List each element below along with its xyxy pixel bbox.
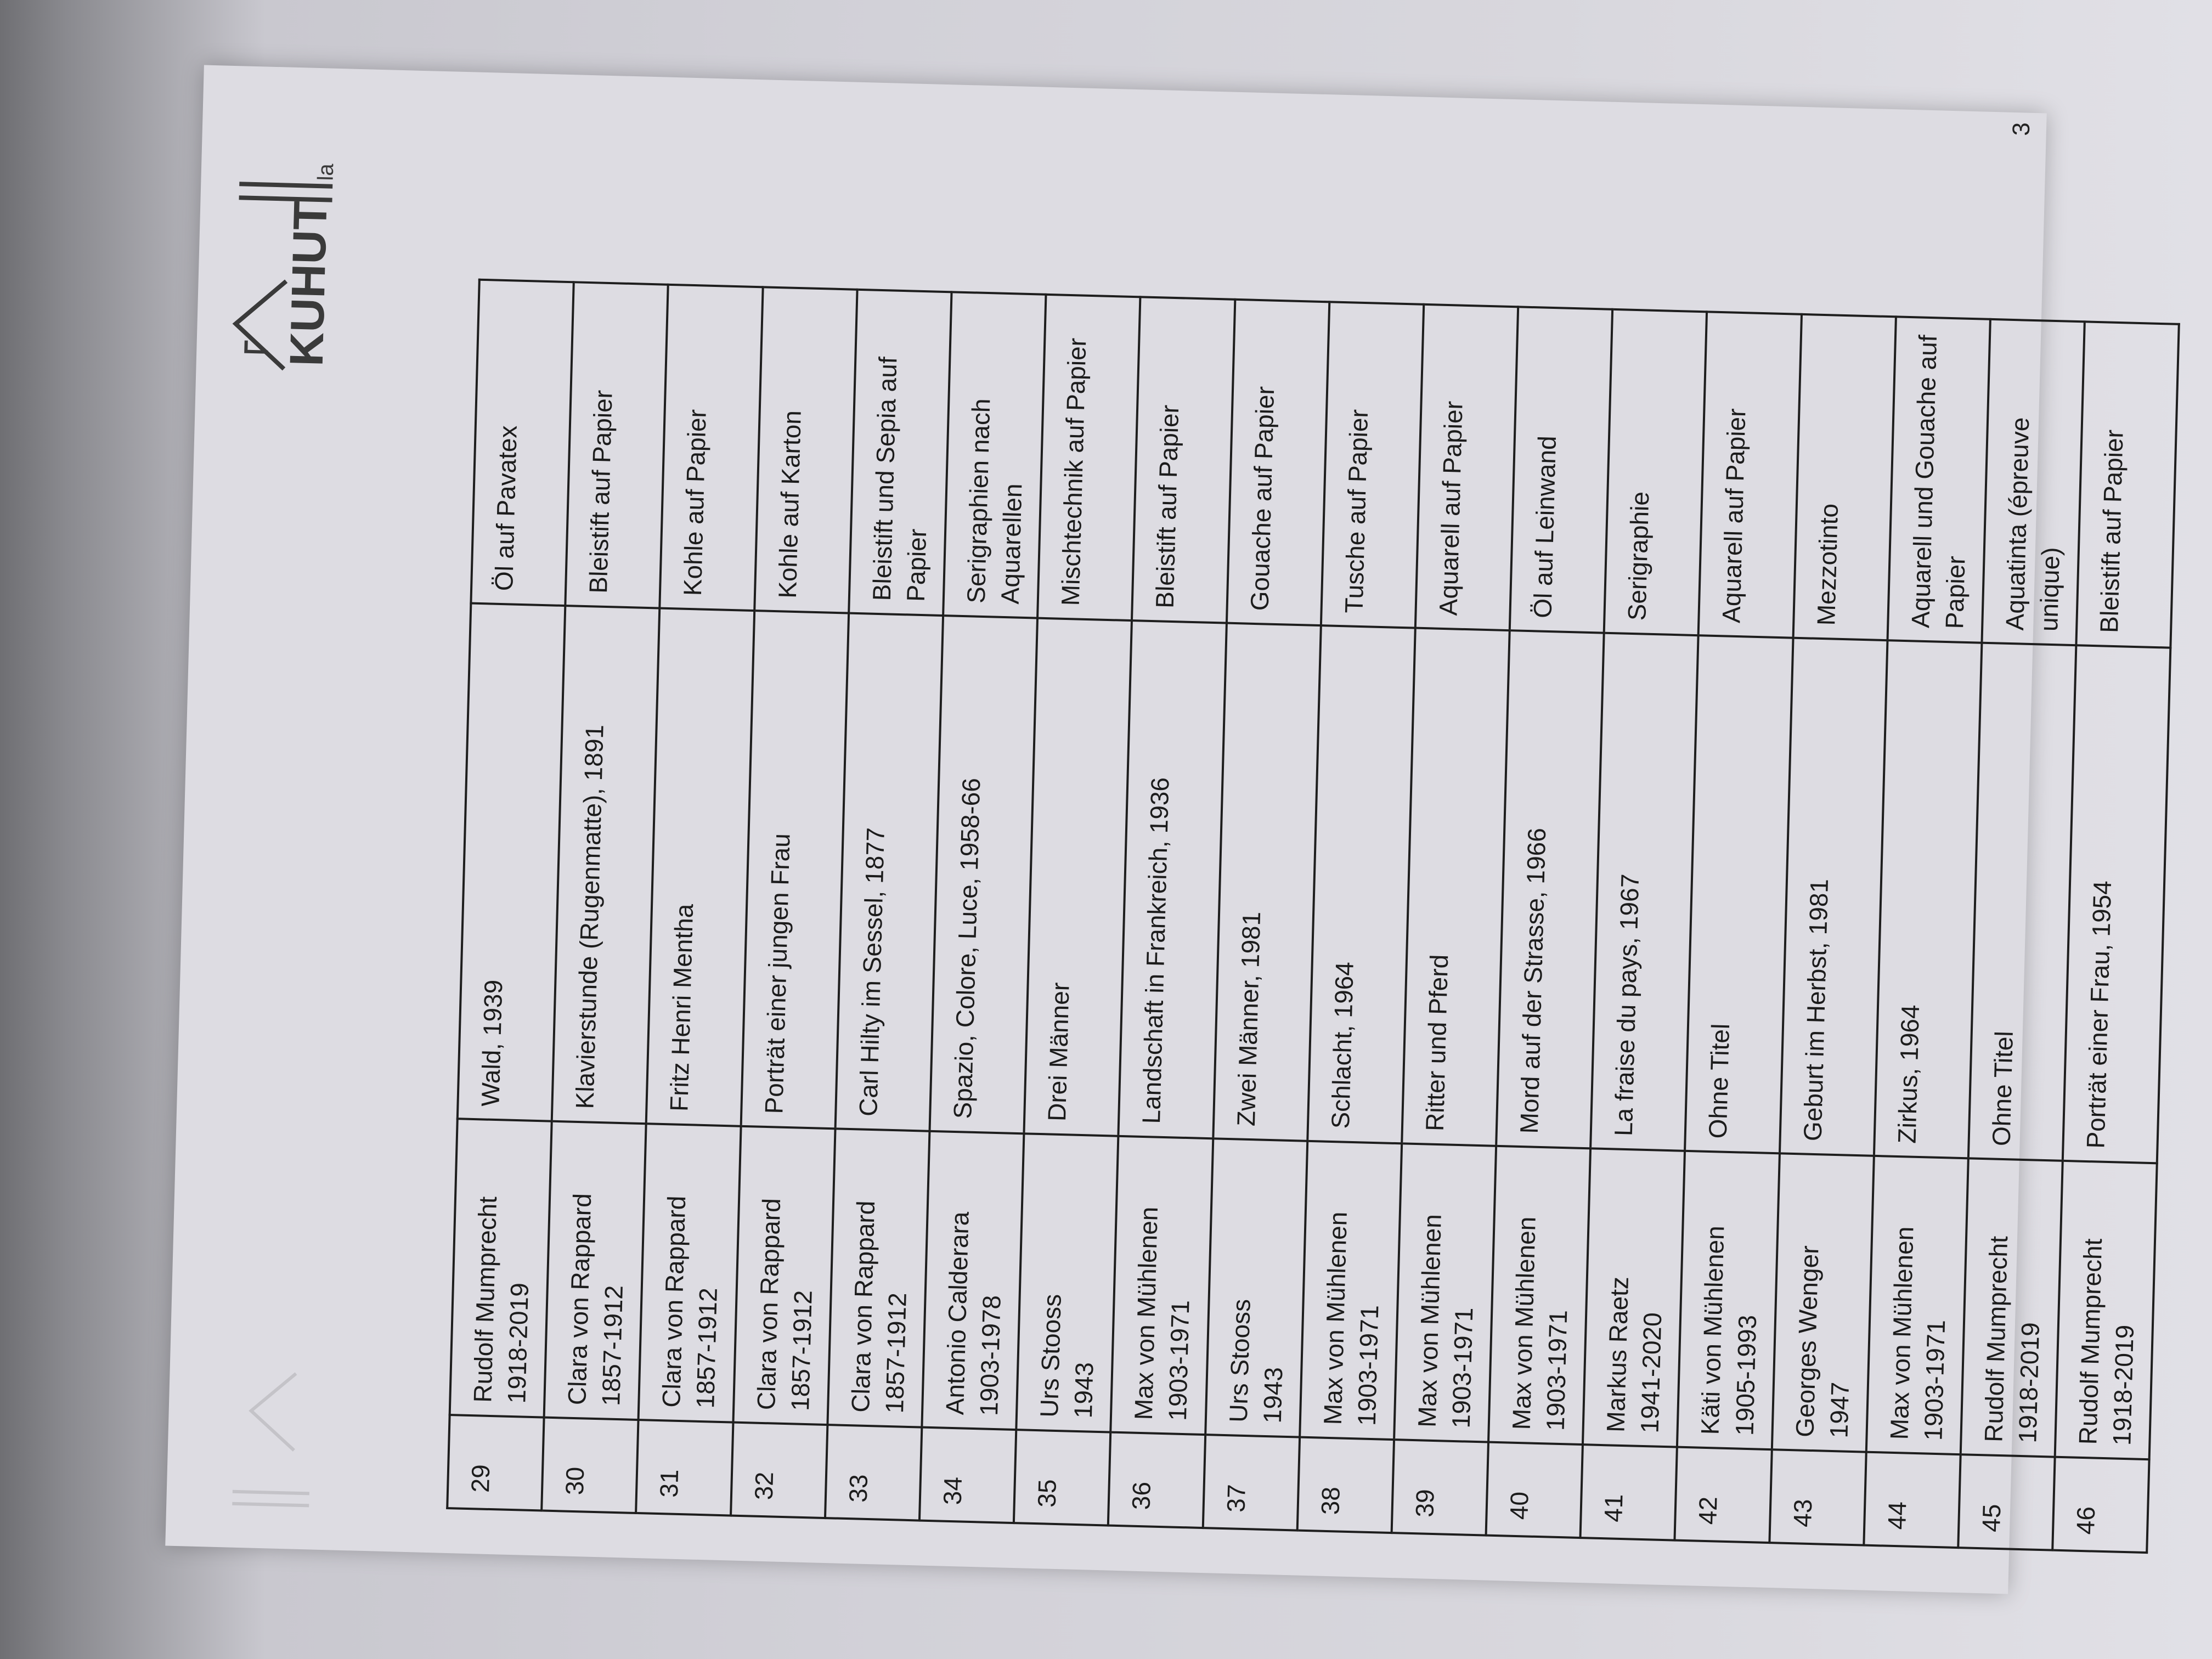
artist-name: Max von Mühlenen: [1884, 1226, 1919, 1440]
catalog-number: 39: [1391, 1440, 1488, 1535]
artist-name: Clara von Rappard: [751, 1198, 786, 1410]
artist-years: 1903-1971: [1446, 1307, 1479, 1429]
logo-house-icon: [212, 159, 355, 392]
catalog-number: 34: [919, 1427, 1017, 1523]
artwork-title: La fraise du pays, 1967: [1590, 633, 1699, 1151]
artwork-technique: Kohle auf Karton: [754, 287, 857, 613]
artwork-title: Mord auf der Strasse, 1966: [1496, 630, 1604, 1148]
artwork-technique: Aquatinta (épreuve unique): [1982, 319, 2085, 645]
kuhut-logo: [212, 159, 355, 392]
document-page: [165, 65, 2140, 1594]
artist-name: Markus Raetz: [1601, 1276, 1634, 1433]
artwork-title: Landschaft in Frankreich, 1936: [1119, 620, 1227, 1138]
logo-wordmark-text: KUHUT: [280, 200, 337, 367]
artist-years: 1947: [1824, 1381, 1854, 1439]
artwork-technique: Bleistift auf Papier: [2076, 321, 2180, 647]
artworks-table: [446, 279, 2180, 1554]
artwork-title: Carl Hilty im Sessel, 1877: [835, 613, 943, 1131]
artist-name: Antonio Calderara: [940, 1211, 974, 1415]
artist-cell: [1961, 1158, 2063, 1457]
artist-years: 1905-1993: [1730, 1314, 1762, 1436]
artist-years: 1918-2019: [2107, 1324, 2140, 1446]
artwork-technique: Aquarell auf Papier: [1699, 312, 1802, 637]
artist-years: 1943: [1069, 1362, 1099, 1419]
catalog-number: 33: [825, 1425, 922, 1520]
artist-years: 1857-1912: [691, 1287, 723, 1409]
catalog-number: 40: [1486, 1442, 1583, 1538]
catalog-number: 36: [1108, 1432, 1205, 1528]
artwork-title: Geburt im Herbst, 1981: [1780, 638, 1888, 1156]
artwork-technique: Bleistift auf Papier: [566, 282, 669, 608]
artist-cell: [1111, 1136, 1213, 1435]
artist-cell: [1677, 1151, 1779, 1449]
artwork-title: Ohne Titel: [1968, 643, 2076, 1161]
artist-name: Urs Stooss: [1223, 1299, 1256, 1423]
artist-years: 1918-2019: [502, 1282, 534, 1404]
catalog-number: 46: [2052, 1457, 2149, 1553]
page-number: 3: [2007, 122, 2035, 137]
catalog-number: 31: [636, 1420, 733, 1515]
artist-years: 1918-2019: [2013, 1322, 2045, 1444]
artwork-technique: Öl auf Leinwand: [1510, 307, 1613, 633]
artist-years: 1857-1912: [785, 1290, 817, 1412]
artist-years: 1941-2020: [1635, 1312, 1667, 1434]
artwork-technique: Mischtechnik auf Papier: [1037, 295, 1141, 620]
artist-name: Clara von Rappard: [657, 1195, 691, 1408]
artist-name: Clara von Rappard: [845, 1200, 880, 1413]
artwork-technique: Gouache auf Papier: [1226, 300, 1329, 625]
catalog-number: 29: [447, 1415, 544, 1510]
artist-years: 1857-1912: [596, 1285, 629, 1407]
catalog-number: 35: [1014, 1430, 1111, 1525]
artist-name: Käti von Mühlenen: [1695, 1225, 1730, 1435]
artwork-title: Porträt einer Frau, 1954: [2063, 645, 2171, 1163]
artwork-technique: Aquarell auf Papier: [1415, 304, 1519, 630]
artist-cell: [450, 1119, 552, 1417]
artist-cell: [639, 1124, 741, 1422]
artwork-title: Spazio, Colore, Luce, 1958-66: [929, 616, 1037, 1133]
artist-name: Clara von Rappard: [562, 1193, 597, 1406]
catalog-number: 42: [1675, 1447, 1772, 1543]
artist-years: 1943: [1257, 1367, 1288, 1424]
artist-name: Max von Mühlenen: [1318, 1211, 1352, 1425]
artwork-title: Fritz Henri Mentha: [646, 608, 754, 1126]
artist-name: Rudolf Mumprecht: [1979, 1235, 2013, 1443]
artist-name: Urs Stooss: [1035, 1294, 1066, 1418]
artist-name: Max von Mühlenen: [1129, 1206, 1164, 1420]
artist-cell: [827, 1128, 929, 1427]
artwork-technique: Tusche auf Papier: [1321, 302, 1424, 628]
catalog-number: 41: [1581, 1444, 1678, 1540]
artist-name: Georges Wenger: [1790, 1245, 1824, 1438]
artwork-title: Ritter und Pferd: [1402, 628, 1510, 1146]
artist-name: Max von Mühlenen: [1412, 1214, 1447, 1428]
artist-years: 1903-1971: [1163, 1300, 1195, 1421]
catalog-number: 32: [731, 1423, 828, 1518]
catalog-number: 38: [1297, 1437, 1394, 1533]
artist-cell: [544, 1121, 646, 1420]
show-through-logo-icon: [210, 1339, 324, 1539]
artwork-title: Zwei Männer, 1981: [1213, 623, 1321, 1141]
artwork-title: Ohne Titel: [1685, 635, 1793, 1153]
logo-suffix-text: la: [313, 163, 338, 181]
artist-cell: [1394, 1143, 1496, 1442]
artist-cell: [2055, 1161, 2157, 1459]
artist-name: Rudolf Mumprecht: [2073, 1238, 2108, 1445]
artwork-title: Klavierstunde (Rugenmatte), 1891: [552, 606, 660, 1124]
artist-name: Rudolf Mumprecht: [468, 1196, 503, 1403]
artwork-technique: Aquarell und Gouache auf Papier: [1887, 317, 1990, 642]
catalog-number: 45: [1958, 1454, 2055, 1550]
artist-cell: [1866, 1156, 1968, 1454]
catalog-number: 43: [1769, 1449, 1866, 1545]
artwork-title: Drei Männer: [1024, 618, 1132, 1136]
artwork-title: Porträt einer jungen Frau: [741, 611, 849, 1128]
artwork-technique: Serigraphie: [1604, 309, 1707, 635]
artworks-table-body: [447, 280, 2179, 1553]
artwork-title: Wald, 1939: [458, 603, 566, 1121]
artwork-technique: Mezzotinto: [1793, 314, 1896, 640]
artist-years: 1903-1971: [1541, 1310, 1573, 1431]
artist-years: 1903-1971: [1918, 1319, 1951, 1441]
artwork-title: Schlacht, 1964: [1307, 625, 1415, 1143]
artist-cell: [1488, 1146, 1590, 1444]
catalog-number: 30: [541, 1418, 639, 1513]
artist-cell: [1205, 1138, 1307, 1437]
artist-cell: [1583, 1148, 1685, 1447]
catalog-number: 44: [1864, 1452, 1961, 1548]
artist-years: 1903-1978: [974, 1295, 1006, 1417]
artwork-technique: Öl auf Pavatex: [471, 280, 574, 606]
catalog-number: 37: [1203, 1435, 1300, 1530]
artist-cell: [922, 1131, 1024, 1430]
artwork-technique: Serigraphien nach Aquarellen: [943, 292, 1046, 618]
artist-cell: [733, 1126, 835, 1425]
artwork-technique: Bleistift und Sepia auf Papier: [849, 290, 952, 616]
artwork-title: Zirkus, 1964: [1874, 640, 1982, 1158]
artist-years: 1857-1912: [879, 1292, 912, 1414]
artwork-technique: Kohle auf Papier: [660, 285, 763, 611]
artist-name: Max von Mühlenen: [1506, 1216, 1541, 1430]
artist-cell: [1016, 1133, 1118, 1432]
artwork-technique: Bleistift auf Papier: [1132, 297, 1235, 623]
artist-years: 1903-1971: [1352, 1305, 1384, 1426]
artist-cell: [1771, 1153, 1874, 1452]
artist-cell: [1300, 1141, 1402, 1440]
